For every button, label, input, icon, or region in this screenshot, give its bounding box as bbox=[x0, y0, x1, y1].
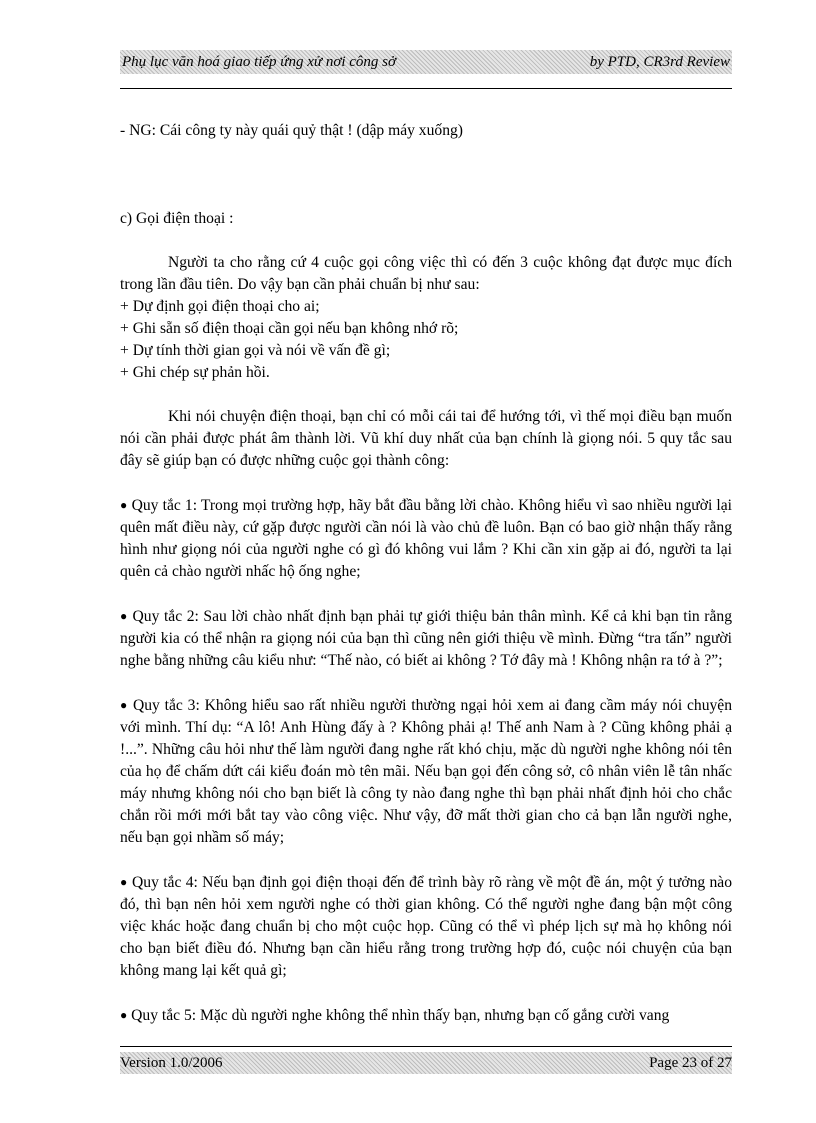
page-body bbox=[120, 120, 732, 1027]
rule-text: Quy tắc 2: Sau lời chào nhất định bạn phải tự giới thiệu bản thân mình. Kể cả khi bạn tin rằng người kia có thể nhận ra giọng nói của bạn thì cũng nên giới thiệu về mình. Đừng “tra tấn” người nghe bằng những câu kiểu như: “Thế nào, có biết ai không ? Tớ đây mà ! Không nhận ra tớ à ?”; bbox=[120, 608, 733, 669]
rule-paragraph bbox=[120, 694, 732, 849]
ng-line: - NG: Cái công ty này quái quỷ thật ! (dập máy xuống) bbox=[120, 122, 463, 139]
footer-rule bbox=[120, 1046, 732, 1047]
page-header bbox=[120, 50, 732, 74]
bullet-icon: ● bbox=[120, 698, 129, 712]
prep-item: + Ghi sẵn số điện thoại cần gọi nếu bạn không nhớ rõ; bbox=[120, 320, 459, 337]
header-title: Phụ lục văn hoá giao tiếp ứng xử nơi công sở bbox=[122, 53, 396, 70]
intro-paragraph: Người ta cho rằng cứ 4 cuộc gọi công việc thì có đến 3 cuộc không đạt được mục đích trong lần đầu tiên. Do vậy bạn cần phải chuẩn bị như sau: bbox=[120, 254, 732, 293]
rule-paragraph bbox=[120, 871, 732, 982]
page-footer bbox=[120, 1052, 732, 1074]
rule-text: Quy tắc 4: Nếu bạn định gọi điện thoại đến để trình bày rõ ràng về một đề án, một ý tưởng nào đó, thì bạn nên hỏi xem người nghe có thời gian không. Có thể người nghe đang bận một công việc khác hoặc đang chuẩn bị cho một cuộc họp. Cũng có thể vì phép lịch sự mà họ không nói cho bạn biết điều đó. Nhưng bạn cần hiểu rằng trong trường hợp đó, cuộc nói chuyện của bạn không mang lại kết quả gì; bbox=[120, 874, 733, 979]
header-rule bbox=[120, 88, 732, 89]
footer-version: Version 1.0/2006 bbox=[120, 1054, 223, 1071]
prep-item: + Ghi chép sự phản hồi. bbox=[120, 364, 270, 381]
rule-paragraph bbox=[120, 494, 732, 583]
prep-item: + Dự định gọi điện thoại cho ai; bbox=[120, 298, 320, 315]
bullet-icon: ● bbox=[120, 875, 128, 889]
rule-text: Quy tắc 3: Không hiểu sao rất nhiều người thường ngại hỏi xem ai đang cầm máy nói chuyện với mình. Thí dụ: “A lô! Anh Hùng đấy à ? Không phải ạ! Thế anh Nam à ? Cũng không phải ạ !...”. Những câu hỏi như thế làm người đang nghe rất khó chịu, mặc dù người nghe không nói tên của họ để chấm dứt cái kiểu đoán mò tên mãi. Nếu bạn gọi đến công sở, cô nhân viên lễ tân nhấc máy nhưng không nói cho bạn biết là công ty nào đang nghe thì bạn phải nhất định hỏi cho chắc chắn rồi mới mới bắt tay vào công việc. Như vậy, đỡ mất thời gian cho cả bạn lẫn người nghe, nếu bạn gọi nhầm số máy; bbox=[120, 697, 733, 846]
rule-paragraph bbox=[120, 605, 732, 672]
rule-text: Quy tắc 5: Mặc dù người nghe không thể nhìn thấy bạn, nhưng bạn cố gắng cười vang bbox=[131, 1007, 670, 1024]
header-author: by PTD, CR3rd Review bbox=[589, 53, 730, 70]
rule-text: Quy tắc 1: Trong mọi trường hợp, hãy bắt đầu bằng lời chào. Không hiểu vì sao nhiều người lại quên mất điều này, cứ gặp được người cần nói là vào chủ đề luôn. Bạn có bao giờ nhận thấy rằng hình như giọng nói của người nghe có gì đó không vui lắm ? Khi cần xin gặp ai đó, người ta lại quên cả chào người nhấc hộ ống nghe; bbox=[120, 497, 733, 580]
bullet-icon: ● bbox=[120, 498, 128, 512]
section-heading: c) Gọi điện thoại : bbox=[120, 210, 234, 227]
rule-paragraph bbox=[120, 1004, 732, 1027]
bullet-icon: ● bbox=[120, 1008, 128, 1022]
bullet-icon: ● bbox=[120, 609, 128, 623]
prep-item: + Dự tính thời gian gọi và nói về vấn đề gì; bbox=[120, 342, 391, 359]
phone-paragraph: Khi nói chuyện điện thoại, bạn chỉ có mỗi cái tai để hướng tới, vì thế mọi điều bạn muốn nói cần phải được phát âm thành lời. Vũ khí duy nhất của bạn chính là giọng nói. 5 quy tắc sau đây sẽ giúp bạn có được những cuộc gọi thành công: bbox=[120, 408, 732, 469]
footer-page-number: Page 23 of 27 bbox=[649, 1054, 732, 1071]
